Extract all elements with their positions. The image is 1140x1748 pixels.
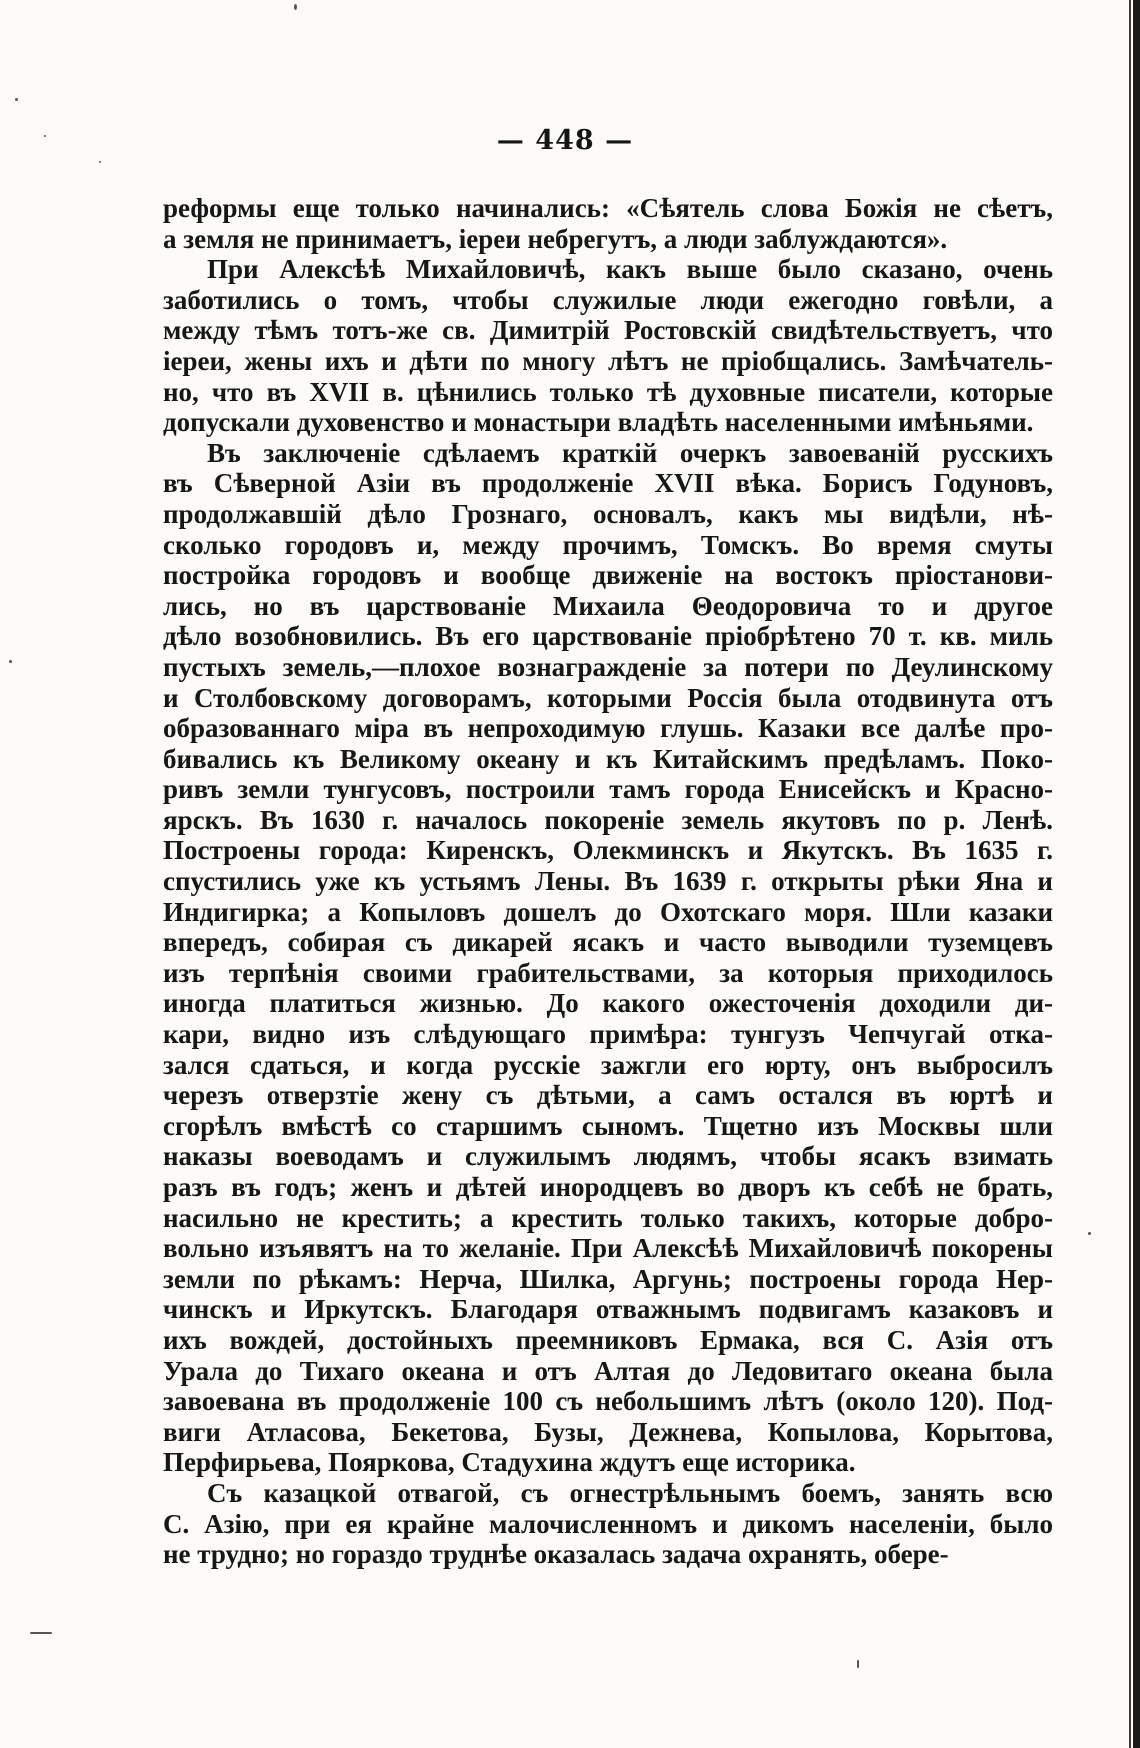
text-line: лись, но въ царствованіе Михаила Θеодоровича то и другое <box>163 590 1053 621</box>
page-number: — 448 — <box>496 125 634 156</box>
paragraph <box>163 254 1053 438</box>
text-line: дѣло возобновились. Въ его царствованіе пріобрѣтено 70 т. кв. миль <box>163 621 1053 652</box>
text-line: а земля не принимаетъ, іереи небрегутъ, а люди заблуждаются». <box>163 223 948 254</box>
scan-speck <box>9 660 12 663</box>
text-line: Построены города: Киренскъ, Олекминскъ и Якутскъ. Въ 1635 г. <box>163 835 1053 866</box>
text-line: Перфирьева, Пояркова, Стадухина ждутъ еще историка. <box>163 1447 856 1478</box>
text-line: пустыхъ земель,—плохое вознагражденіе за потери по Деулинскому <box>163 651 1053 682</box>
text-line: реформы еще только начинались: «Сѣятель слова Божія не сѣетъ, <box>163 193 1053 223</box>
paragraph <box>163 1478 1053 1570</box>
text-line: Индигирка; а Копыловъ дошелъ до Охотскаго моря. Шли казаки <box>163 896 1053 927</box>
text-line: Урала до Тихаго океана и отъ Алтая до Ледовитаго океана была <box>163 1355 1053 1386</box>
text-line: и Столбовскому договорамъ, которыми Россія была отодвинута отъ <box>163 682 1053 713</box>
text-line: кари, видно изъ слѣдующаго примѣра: тунгузъ Чепчугай отка- <box>163 1019 1053 1050</box>
text-line: черезъ отверзтіе жену съ дѣтьми, а самъ остался въ юртѣ и <box>163 1080 1053 1111</box>
scan-speck <box>99 161 101 163</box>
scan-speck <box>294 4 297 10</box>
text-line: изъ терпѣнія своими грабительствами, за которыя приходилось <box>163 957 1053 988</box>
text-line: Съ казацкой отвагой, съ огнестрѣльнымъ боемъ, занять всю <box>207 1477 1053 1508</box>
text-line: іереи, жены ихъ и дѣти по многу лѣтъ не пріобщались. Замѣчатель- <box>163 345 1053 376</box>
text-line: С. Азію, при ея крайне малочисленномъ и дикомъ населеніи, было <box>163 1508 1053 1539</box>
text-line: между тѣмъ тотъ-же св. Димитрій Ростовскій свидѣтельствуетъ, что <box>163 315 1053 346</box>
text-line: вольно изъявятъ на то желаніе. При Алексѣѣ Михайловичѣ покорены <box>163 1233 1053 1264</box>
text-line: ярскъ. Въ 1630 г. началось покореніе земель якутовъ по р. Ленѣ. <box>163 804 1053 835</box>
paragraph <box>163 193 1053 254</box>
text-line: ривъ земли тунгусовъ, построили тамъ города Енисейскъ и Красно- <box>163 774 1053 805</box>
page-edge-line <box>1129 0 1131 1748</box>
scan-speck <box>30 1632 52 1634</box>
text-line: ихъ вождей, достойныхъ преемниковъ Ермака, вся С. Азія отъ <box>163 1324 1053 1355</box>
scan-speck <box>15 98 18 101</box>
text-line: допускали духовенство и монастыри владѣть населенными имѣньями. <box>163 407 1034 438</box>
text-line: виги Атласова, Бекетова, Бузы, Дежнева, Копылова, Корытова, <box>163 1416 1053 1447</box>
text-line: Въ заключеніе сдѣлаемъ краткій очеркъ завоеваній русскихъ <box>207 437 1053 468</box>
text-line: наказы воеводамъ и служилымъ людямъ, чтобы ясакъ взимать <box>163 1141 1053 1172</box>
scan-speck <box>1088 1232 1091 1235</box>
page-edge-shadow <box>1133 0 1140 1748</box>
text-line: впередъ, собирая съ дикарей ясакъ и часто выводили туземцевъ <box>163 927 1053 958</box>
paragraph <box>163 438 1053 1478</box>
text-line: заботились о томъ, чтобы служилые люди ежегодно говѣли, а <box>163 284 1053 315</box>
text-line: чинскъ и Иркутскъ. Благодаря отважнымъ подвигамъ казаковъ и <box>163 1294 1053 1325</box>
text-line: иногда платиться жизнью. До какого ожесточенія доходили ди- <box>163 988 1053 1019</box>
text-line: завоевана въ продолженіе 100 съ небольшимъ лѣтъ (около 120). Под- <box>163 1386 1053 1417</box>
text-line: бивались къ Великому океану и къ Китайскимъ предѣламъ. Поко- <box>163 743 1053 774</box>
text-line: разъ въ годъ; женъ и дѣтей инородцевъ во дворъ къ себѣ не брать, <box>163 1172 1053 1202</box>
text-line: постройка городовъ и вообще движеніе на востокъ пріостанови- <box>163 560 1053 591</box>
text-line: При Алексѣѣ Михайловичѣ, какъ выше было сказано, очень <box>207 254 1053 285</box>
text-line: въ Сѣверной Азіи въ продолженіе XVII вѣка. Борисъ Годуновъ, <box>163 468 1053 499</box>
body-text <box>163 193 1053 1570</box>
text-line: сколько городовъ и, между прочимъ, Томскъ. Во время смуты <box>163 529 1053 560</box>
text-line: сгорѣлъ вмѣстѣ со старшимъ сыномъ. Тщетно изъ Москвы шли <box>163 1110 1053 1141</box>
text-line: продолжавшій дѣло Грознаго, основалъ, какъ мы видѣли, нѣ- <box>163 498 1053 529</box>
text-line: образованнаго міра въ непроходимую глушь. Казаки все далѣе про- <box>163 713 1053 744</box>
text-line: зался сдаться, и когда русскіе зажгли его юрту, онъ выбросилъ <box>163 1049 1053 1080</box>
scan-speck <box>857 1660 859 1668</box>
text-line: спустились уже къ устьямъ Лены. Въ 1639 г. открыты рѣки Яна и <box>163 866 1053 897</box>
text-line: но, что въ XVII в. цѣнились только тѣ духовные писатели, которые <box>163 376 1053 407</box>
text-line: земли по рѣкамъ: Нерча, Шилка, Аргунь; построены города Нер- <box>163 1263 1053 1294</box>
text-line: насильно не крестить; а крестить только такихъ, которые добро- <box>163 1202 1053 1233</box>
text-line: не трудно; но гораздо труднѣе оказалась задача охранять, обере- <box>163 1539 949 1570</box>
